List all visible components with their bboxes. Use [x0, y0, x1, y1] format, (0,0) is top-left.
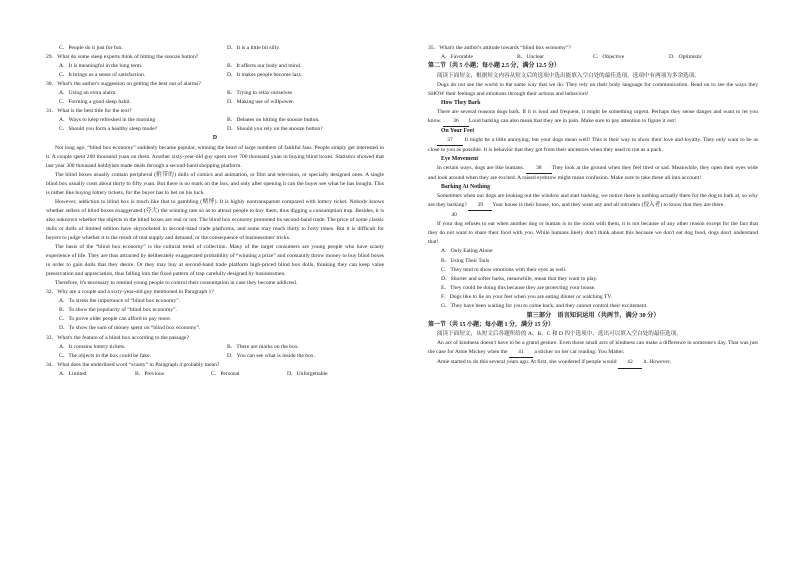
option-f: F．Dogs like to lie on your feet when you are eating dinner or watching TV.	[441, 293, 613, 300]
q29-options-row2: C．It brings us a sense of satisfaction. D．It makes people become lazy.	[59, 72, 303, 79]
section-1-instructions: 阅读下面短文，从短文后各题所给的 A、B、C 和 D 四个选项中，选出可以填入空白处的最佳选项。	[436, 331, 682, 338]
passage-d-paragraph-4: The basis of the “blind box economy” is the cultural trend of collection. Many of the target consumers are young people who have scanty experience of life. They are thus attracted by deliberately exaggerated probability of “winning a prize” and constantly throw money to buy blind boxes in order to gain dolls that they desire. Or they may buy at second-hand trade platform high-priced blind box dolls, thinking they can keep value preservation and appreciation, thus falling into the fixed pattern of trap carefully designed by businessmen.	[46, 244, 384, 278]
option-a: A．Only Eating Alone	[441, 248, 493, 255]
passage-d-paragraph-3: However, addiction to blind box is much like that to gambling (赌博). It is highly nontransparent compared with lottery ticket. Nobody knows whether sellers of blind boxes exaggerated (夸大) the winning rate so as to attract people to buy them, thus digging a consumption trap. Besides, it is also unknown whether the objects in the blind boxes are real or not. The blind box economy promoted its second-hand trade. The price of some classic dolls or dolls of limited edition have skyrocketed in second-hand trade platforms, and some may reach thirty to forty times. But it is difficult for buyers to judge whether it is the result of real supply and demand, or the consequence of businessmen' tricks.	[46, 198, 384, 241]
passage-intro: Dogs do not see the world in the same way that we do. They rely on their body language for communication. Read on to see the ways they SHOW their feelings and emotions through their actions and behaviors!	[428, 81, 758, 97]
q30-options-row1: A．Using an extra alarm. B．Trying to relax ourselves	[59, 90, 293, 97]
option-d: D．Shorter and softer barks, meanwhile, mean that they want to play.	[441, 275, 598, 282]
paragraph-how-they-bark: There are several reasons dogs bark. If it is loud and frequent, it might be something urgent. Perhaps they sense danger and want to let you know. 36 Loud barking can also mean that they are in pain. Make sure to pay attention to figure it out!	[428, 108, 758, 127]
blank-38[interactable]: 38	[526, 164, 552, 174]
blank-40-line	[428, 211, 758, 220]
option-e: E．They could be doing this because they are protecting your house.	[441, 284, 596, 291]
q28-options: C．People do it just for fun. D．It is a little bit silly.	[59, 45, 281, 51]
heading-how-they-bark: How They Bark	[441, 99, 481, 106]
q32-option-b: B．To show the popularity of “blind box economy”.	[59, 307, 177, 314]
cloze-paragraph-2: Amie started to do this several years ago. At first, she wondered if people would 42 it. However,	[428, 358, 758, 368]
option-b: B．Using Their Tails	[441, 257, 490, 264]
section-2-title: 第二节（共 5 小题；每小题 2.5 分，满分 12.5 分）	[428, 63, 561, 70]
q31-stem: 31．What is the best title for the text?	[46, 108, 132, 115]
q33-options-row2: C．The objects in the box could be fake. D．You can see what is inside the box.	[59, 352, 315, 359]
blank-37[interactable]: 37	[437, 136, 463, 146]
heading-barking-at-nothing: Barking At Nothing	[441, 184, 490, 191]
paragraph-on-your-feet: 37 It might be a little annoying, but your dogs mean well! This is their way to show their love and loyalty. They only want to be as close to you as possible. It is behavior that they got from their ancestors when they used to run as a pack.	[428, 136, 758, 153]
left-column	[46, 44, 384, 379]
q35-stem: 35．What's the author's attitude towards “blind box economy”?	[428, 45, 571, 51]
q29-options-row1: A．It is meaningful in the long term. B．It affects our body and mind.	[59, 63, 302, 70]
blank-39[interactable]: 39	[468, 201, 492, 211]
q32-stem: 32．Why are a couple and a sixty-year-old guy mentioned in Paragraph 1?	[46, 289, 214, 296]
passage-d-paragraph-1: Not long ago, “blind box economy” suddenly became popular, winning the heart of large numbers of faithful fans. People simply get interested in it. A couple spent 200 thousand yuan on them. Another sixty-year-old guy spent over 700 thousand yuan in buying blind boxes. Statistics showed that last year 300 thousand hobbyists made deals through a second-hand shopping platform.	[46, 144, 384, 169]
heading-eye-movement: Eye Movement	[441, 156, 479, 163]
q32-option-c: C．To prove older people can afford to pay more.	[59, 316, 172, 323]
q35-options: A．Favorable B．Unclear C．Objective D．Optimistic	[441, 54, 703, 61]
blank-36[interactable]: 36	[443, 117, 469, 127]
part-3-title: 第三部分 语言知识运用（共两节，满分 30 分）	[526, 311, 660, 319]
q29-stem: 29．What do some sleep experts think of hitting the snooze button?	[46, 54, 199, 61]
heading-on-your-feet: On Your Feet	[441, 127, 475, 134]
q32-option-d: D．To show the sum of money spent on “blind box economy”.	[59, 325, 201, 332]
blank-42[interactable]: 42	[618, 358, 642, 368]
paragraph-last: If your dog refuses to eat when another dog or human is in the room with them, it is not because of any other reason except for the fact that they do not want to share their food with you. While humans likely don't think about this because we don't eat dog food, dogs don't understand that!	[428, 221, 758, 246]
section-2-instructions: 阅读下面短文，根据短文内容从短文后的选项中选出能填入空白处的最佳选项。选项中有两项为多余选项。	[436, 72, 700, 79]
option-g: G．They have been waiting for you to come back, and they cannot control their excitement.	[441, 302, 648, 309]
cloze-paragraph-1: An act of kindness doesn't have to be a grand gesture. Even those small acts of kindness can make a difference in someone's day. That was just the case for Amie Mickey when the 41 a sticker on her car reading: You Matter.	[428, 339, 758, 358]
passage-letter: D	[212, 135, 218, 142]
q34-stem: 34．What does the underlined word “scanty” in Paragraph 4 probably mean?	[46, 361, 220, 368]
q30-stem: 30．What's the author's suggestion on getting the best out of alarms?	[46, 81, 201, 88]
q33-options-row1: A．It contains lottery tickets. B．There are marks on the box.	[59, 343, 300, 350]
q32-option-a: A．To stress the importance of “blind box economy”.	[59, 298, 181, 305]
q31-options-row2: C．Should you form a healthy sleep mode? D．Should you rely on the snooze button?	[59, 126, 323, 133]
paragraph-eye-movement: In certain ways, dogs are like humans. 38 They look at the ground when they feel tired or sad. Meanwhile, they open their eyes wide and look around when they are excited. A raised eyebrow might mean confusion. Make sure to take these all into account!	[428, 165, 758, 182]
option-c: C．They tend to show emotions with their eyes as well.	[441, 266, 567, 273]
q33-stem: 33．What's the feature of a blind box according to the passage?	[46, 334, 189, 341]
q34-options: A．Limited B．Previous C．Personal D．Unforgettable	[59, 370, 328, 377]
blank-40[interactable]: 40	[441, 211, 467, 220]
q30-options-row2: C．Forming a good sleep habit. D．Making use of willpower.	[59, 99, 295, 106]
section-1-title: 第一节（共 15 小题；每小题 1 分，满分 15 分）	[428, 321, 555, 328]
passage-d-paragraph-5: Therefore, it's necessary to remind young people to control their consumption in case they become addicted.	[54, 280, 298, 287]
right-column	[428, 44, 758, 369]
blank-41[interactable]: 41	[509, 348, 533, 358]
q31-options-row1: A．Ways to keep refreshed in the morning B．Debates on hitting the snooze button.	[59, 117, 320, 124]
passage-d-paragraph-2: The blind boxes usually contain peripheral (附带的) dolls of comics and animation, or film and television, or specially designed ones. A single blind box usually costs about thirty to fifty yuan. But there is no mark on the box, and only after opening it can the buyer see what he has bought. This is rather like buying lottery tickets, for the buyer has to bet on his luck.	[46, 171, 384, 196]
paragraph-barking-at-nothing: Sometimes when our dogs are looking out the window and start barking, we notice there is nothing actually there for the dog to bark at, so why are they barking? 39 Your house is their house, too, and they want any and all intruders (侵入者) to know that they are there.	[428, 192, 758, 211]
